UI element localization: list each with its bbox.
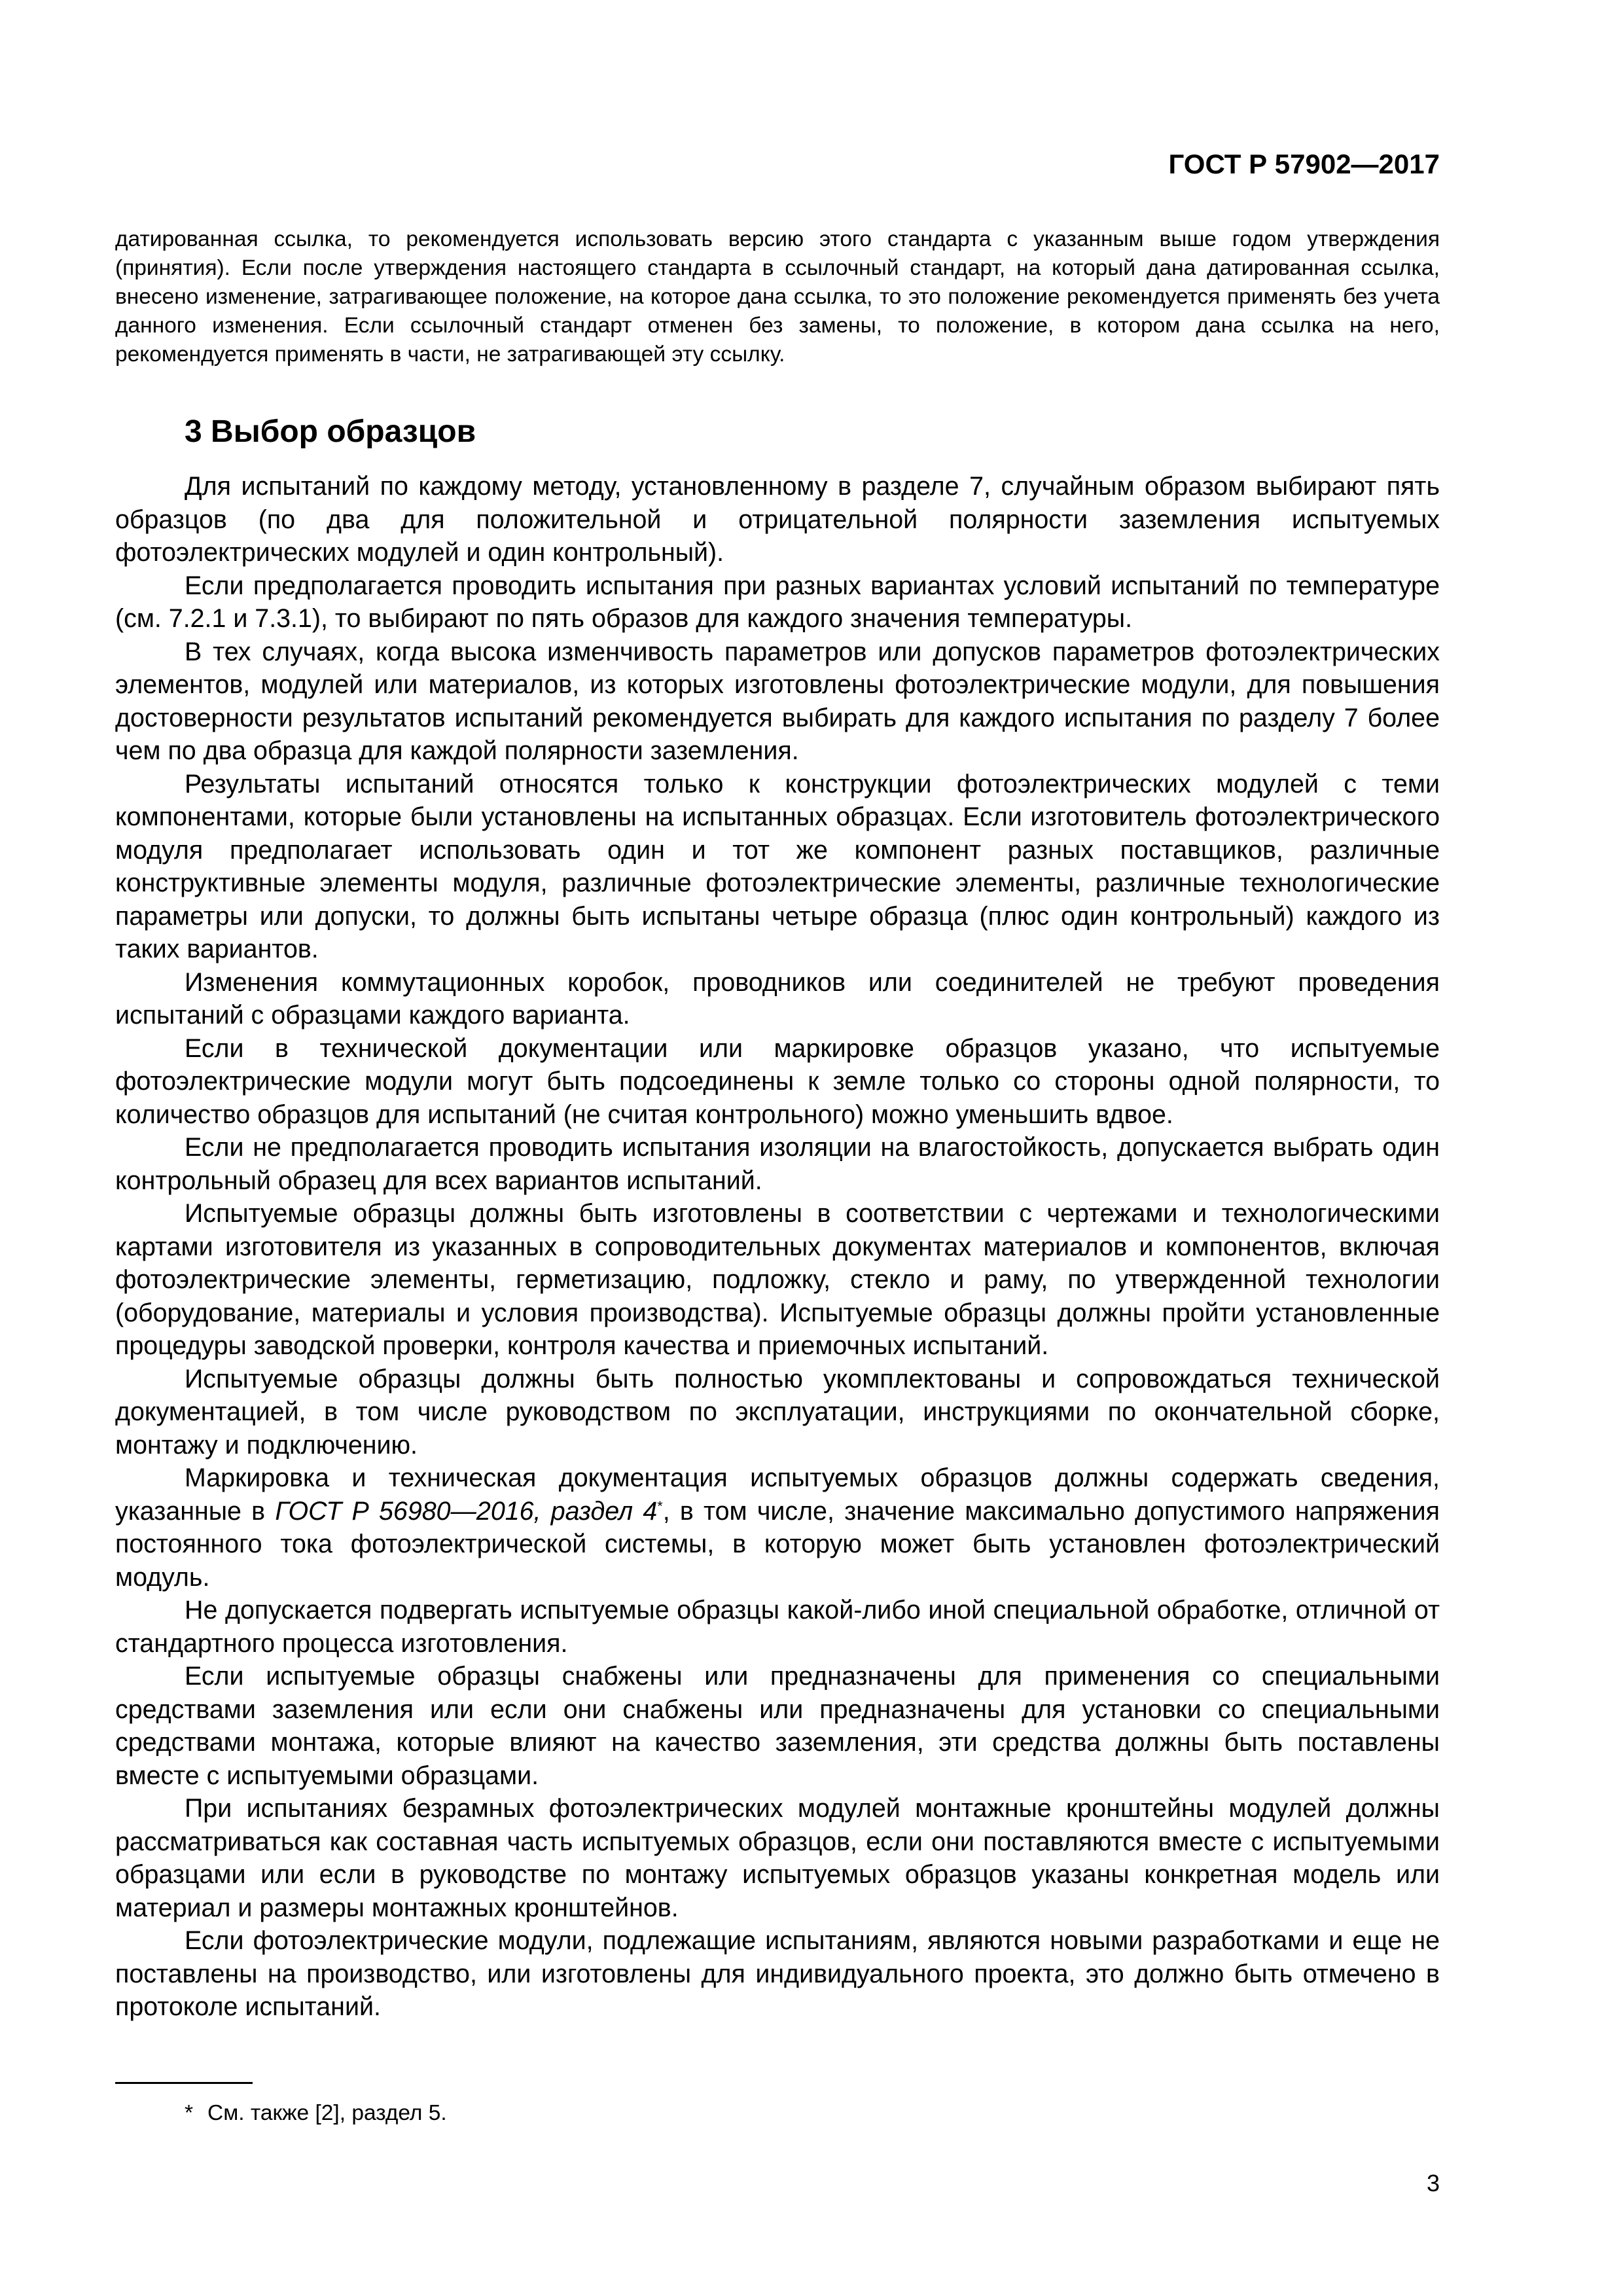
footnote-mark: *: [185, 2101, 194, 2125]
document-header-id: ГОСТ Р 57902—2017: [1168, 149, 1440, 179]
paragraph: Если не предполагается проводить испытания изоляции на влагостойкость, допускается выбрать один контрольный образец для всех вариантов испытаний.: [115, 1133, 1440, 1195]
intro-paragraph: датированная ссылка, то рекомендуется использовать версию этого стандарта с указанным выше годом утверждения (принятия). Если после утверждения настоящего стандарта в ссылочный стандарт, на который дана датированная ссылка, внесено изменение, затрагивающее положение, на которое дана ссылка, то это положение рекомендуется применять без учета данного изменения. Если ссылочный стандарт отменен без замены, то положение, в котором дана ссылка на него, рекомендуется применять в части, не затрагивающей эту ссылку.: [115, 227, 1440, 367]
paragraph: Если в технической документации или маркировке образцов указано, что испытуемые фотоэлектрические модули могут быть подсоединены к земле только со стороны одной полярности, то количество образцов для испытаний (не считая контрольного) можно уменьшить вдвое.: [115, 1033, 1440, 1129]
paragraph: Изменения коммутационных коробок, проводников или соединителей не требуют проведения испытаний с образцами каждого варианта.: [115, 967, 1440, 1030]
paragraph: Если фотоэлектрические модули, подлежащие испытаниям, являются новыми разработками и еще не поставлены на производство, или изготовлены для индивидуального проекта, это должно быть отмечено в протоколе испытаний.: [115, 1926, 1440, 2021]
standard-reference: ГОСТ Р 56980—2016, раздел 4: [275, 1496, 658, 1526]
marking-text-before: Маркировка и техническая документация испытуемых образцов должны содержать сведения, указанные в: [115, 1463, 1440, 1526]
paragraph: При испытаниях безрамных фотоэлектрических модулей монтажные кронштейны модулей должны рассматриваться как составная часть испытуемых образцов, если они поставляются вместе с испытуемыми образцами или если в руководстве по монтажу испытуемых образцов указаны конкретная модель или материал и размеры монтажных кронштейнов.: [115, 1794, 1440, 1922]
paragraph: Если испытуемые образцы снабжены или предназначены для применения со специальными средствами заземления или если они снабжены или предназначены для установки со специальными средствами монтажа, которые влияют на качество заземления, эти средства должны быть поставлены вместе с испытуемыми образцами.: [115, 1662, 1440, 1790]
footnote: [185, 2099, 447, 2128]
paragraph: Испытуемые образцы должны быть полностью укомплектованы и сопровождаться технической документацией, в том числе руководством по эксплуатации, инструкциями по окончательной сборке, монтажу и подключению.: [115, 1364, 1440, 1460]
footnote-divider: [115, 2082, 253, 2084]
paragraph: В тех случаях, когда высока изменчивость параметров или допусков параметров фотоэлектрических элементов, модулей или материалов, из которых изготовлены фотоэлектрические модули, для повышения достоверности результатов испытаний рекомендуется выбирать для каждого испытания по разделу 7 более чем по два образца для каждой полярности заземления.: [115, 637, 1440, 765]
section-body: [115, 470, 1440, 2024]
marking-text-after: , в том числе, значение максимально допустимого напряжения постоянного тока фотоэлектрической системы, в которую может быть установлен фотоэлектрический модуль.: [115, 1496, 1440, 1592]
paragraph: Для испытаний по каждому методу, установленному в разделе 7, случайным образом выбирают пять образцов (по два для положительной и отрицательной полярности заземления испытуемых фотоэлектрических модулей и один контрольный).: [115, 472, 1440, 567]
footnote-marker: *: [657, 1497, 663, 1514]
paragraph-marking: [115, 1462, 1440, 1594]
section-title: 3 Выбор образцов: [185, 414, 476, 449]
paragraph: Не допускается подвергать испытуемые образцы какой-либо иной специальной обработке, отличной от стандартного процесса изготовления.: [115, 1596, 1440, 1658]
paragraph: Результаты испытаний относятся только к конструкции фотоэлектрических модулей с теми компонентами, которые были установлены на испытанных образцах. Если изготовитель фотоэлектрического модуля предполагает использовать один и тот же компонент разных поставщиков, различные конструктивные элементы модуля, различные фотоэлектрические элементы, различные технологические параметры или допуски, то должны быть испытаны четыре образца (плюс один контрольный) каждого из таких вариантов.: [115, 769, 1440, 963]
paragraph: Если предполагается проводить испытания при разных вариантах условий испытаний по температуре (см. 7.2.1 и 7.3.1), то выбирают по пять образов для каждого значения температуры.: [115, 571, 1440, 633]
footnote-text: См. также [2], раздел 5.: [207, 2101, 447, 2125]
page-number: 3: [1426, 2170, 1440, 2197]
paragraph: Испытуемые образцы должны быть изготовлены в соответствии с чертежами и технологическими картами изготовителя из указанных в сопроводительных документах материалов и компонентов, включая фотоэлектрические элементы, герметизацию, подложку, стекло и раму, по утвержденной технологии (оборудование, материалы и условия производства). Испытуемые образцы должны пройти установленные процедуры заводской проверки, контроля качества и приемочных испытаний.: [115, 1199, 1440, 1360]
